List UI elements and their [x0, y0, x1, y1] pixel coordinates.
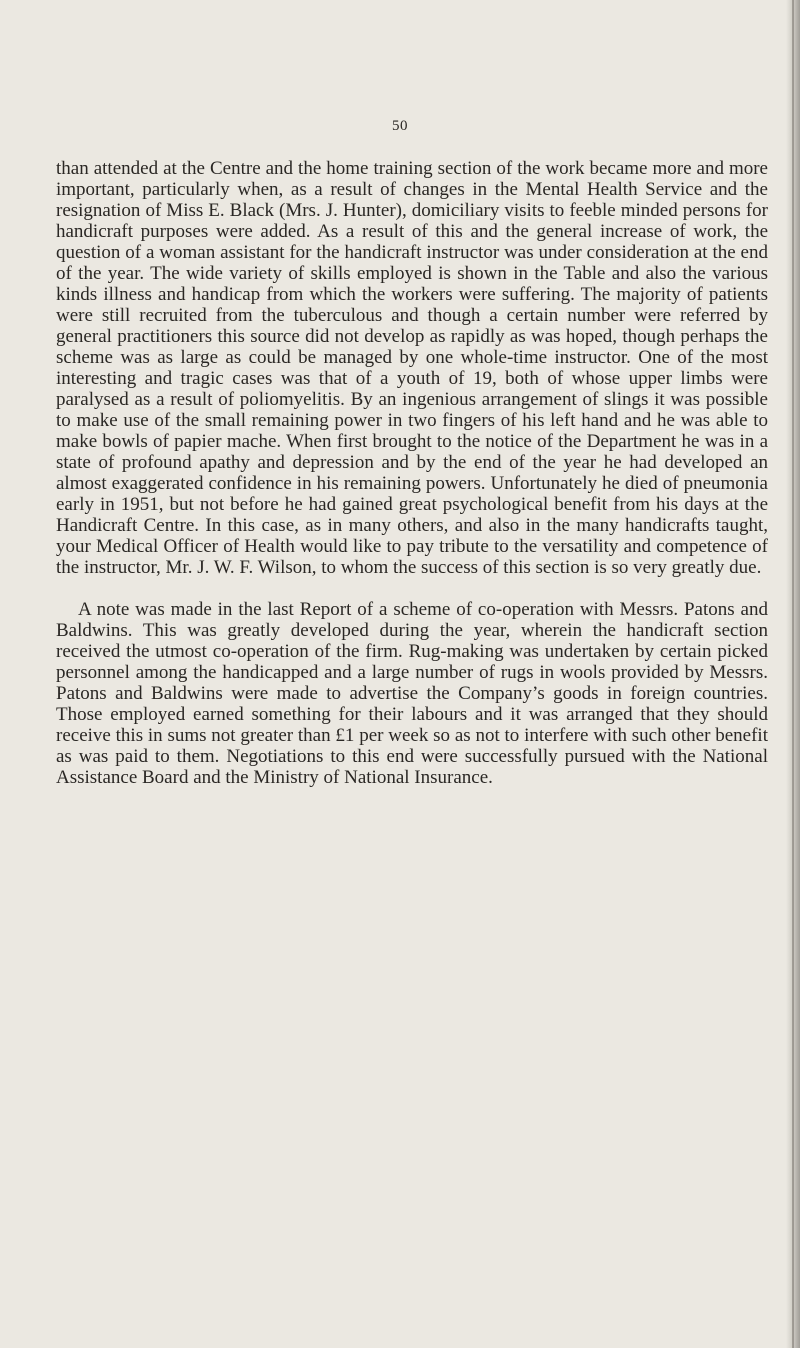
paragraph-patons-baldwins: A note was made in the last Report of a scheme of co-operation with Messrs. Patons and Baldwins. This was greatly developed during the year, wherein the handicraft section received the utmost co-operation of the firm. Rug-making was undertaken by certain picked personnel among the handicapped and a large number of rugs in wools provided by Messrs. Patons and Baldwins were made to advertise the Company’s goods in foreign countries. Those employed earned something for their labours and it was arranged that they should receive this in sums not greater than £1 per week so as not to interfere with such other benefit as was paid to them. Negotiations to this end were successfully pursued with the National Assistance Board and the Ministry of National Insurance.: [56, 599, 768, 788]
body-text: [56, 158, 768, 788]
page-edge-line: [792, 0, 794, 1348]
page-number: 50: [392, 118, 408, 134]
paragraph-handicraft-centre: than attended at the Centre and the home training section of the work became more and more important, particularly when, as a result of changes in the Mental Health Service and the resignation of Miss E. Black (Mrs. J. Hunter), domiciliary visits to feeble minded persons for handicraft purposes were added. As a result of this and the general increase of work, the question of a woman assistant for the handicraft instructor was under consideration at the end of the year. The wide variety of skills employed is shown in the Table and also the various kinds illness and handicap from which the workers were suffering. The majority of patients were still recruited from the tuberculous and though a certain number were referred by general practitioners this source did not develop as rapidly as was hoped, though perhaps the scheme was as large as could be managed by one whole-time instructor. One of the most interesting and tragic cases was that of a youth of 19, both of whose upper limbs were paralysed as a result of poliomyelitis. By an ingenious arrangement of slings it was possible to make use of the small remaining power in two fingers of his left hand and he was able to make bowls of papier mache. When first brought to the notice of the Department he was in a state of profound apathy and depression and by the end of the year he had developed an almost exaggerated confidence in his remaining powers. Unfortunately he died of pneumonia early in 1951, but not before he had gained great psychological benefit from his days at the Handicraft Centre. In this case, as in many others, and also in the many handicrafts taught, your Medical Officer of Health would like to pay tribute to the versatility and competence of the instructor, Mr. J. W. F. Wilson, to whom the success of this section is so very greatly due.: [56, 158, 768, 578]
